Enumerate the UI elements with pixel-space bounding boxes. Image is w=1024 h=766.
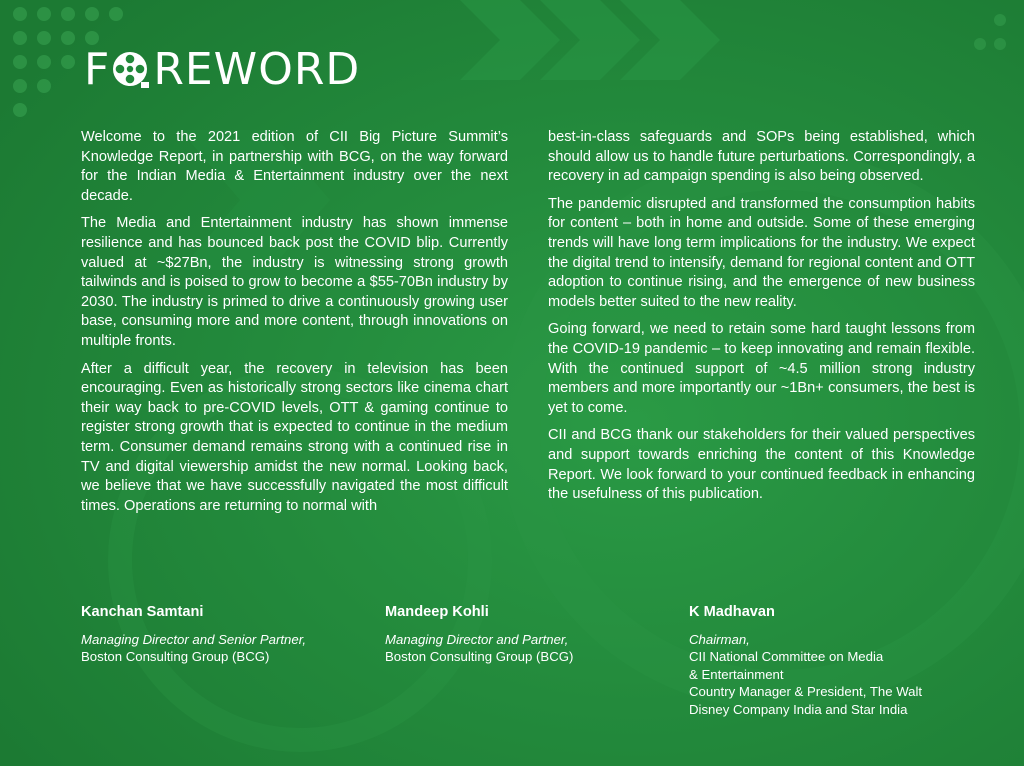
page-title: [84, 44, 361, 95]
paragraph: The Media and Entertainment industry has shown immense resilience and has bounced back post the COVID blip. Currently valued at ~$27Bn, the industry is witnessing strong growth tailwinds and is poised to grow to become a $55-70Bn industry by 2030. The industry is primed to drive a continuously growing user base, consuming more and more content, through innovations on multiple fronts.: [81, 215, 508, 349]
signatory-role: Managing Director and Partner,: [385, 631, 569, 647]
paragraph: CII and BCG thank our stakeholders for their valued perspectives and support towards enriching the content of this Knowledge Report. We look forward to your continued feedback in enhancing the usefulness of this publication.: [548, 427, 975, 503]
right-text-column: [548, 128, 975, 513]
signatory-organization: Disney Company India and Star India: [689, 701, 908, 717]
paragraph: Going forward, we need to retain some hard taught lessons from the COVID-19 pandemic – to keep innovating and remain flexible. With the continued support of ~4.5 million strong industry members and more importantly our ~1Bn+ consumers, the best is yet to come.: [548, 321, 975, 416]
signatory-mandeep-kohli: [385, 604, 645, 666]
paragraph: best-in-class safeguards and SOPs being established, which should allow us to handle future perturbations. Correspondingly, a recovery in ad campaign spending is also being observed.: [548, 129, 975, 185]
title-letter-f: F: [84, 44, 111, 95]
film-reel-icon: [111, 50, 151, 90]
signatory-name: K Madhavan: [689, 604, 775, 620]
signatory-name: Kanchan Samtani: [81, 604, 204, 620]
signatory-organization: CII National Committee on Media: [689, 649, 884, 665]
title-letters-reword: REWORD: [153, 44, 361, 95]
left-text-column: [81, 128, 508, 524]
signatory-role: Chairman,: [689, 631, 750, 647]
signatory-organization: Boston Consulting Group (BCG): [81, 649, 270, 665]
signatory-organization: Boston Consulting Group (BCG): [385, 649, 574, 665]
paragraph: Welcome to the 2021 edition of CII Big Picture Summit’s Knowledge Report, in partnership with BCG, on the way forward for the Indian Media & Entertainment industry over the next decade.: [81, 129, 508, 204]
signatory-k-madhavan: [689, 604, 989, 719]
signatory-organization: & Entertainment: [689, 666, 784, 682]
paragraph: The pandemic disrupted and transformed the consumption habits for content – both in home and outside. Some of these emerging trends will have long term implications for the industry. We expect the digital trend to intensify, demand for regional content and OTT adoption to continue rising, and the emergence of new business models better suited to the new reality.: [548, 195, 975, 310]
signatory-name: Mandeep Kohli: [385, 604, 489, 620]
signatory-role: Managing Director and Senior Partner,: [81, 631, 307, 647]
signatory-organization: Country Manager & President, The Walt: [689, 684, 923, 700]
signatory-kanchan-samtani: [81, 604, 341, 666]
paragraph: After a difficult year, the recovery in television has been encouraging. Even as historically strong sectors like cinema chart their way back to pre-COVID levels, OTT & gaming continue to register strong growth that is expected to continue in the medium term. Consumer demand remains strong with a continued rise in TV and digital viewership amidst the new normal. Looking back, we believe that we have successfully navigated the most difficult times. Operations are returning to normal with: [81, 360, 508, 514]
